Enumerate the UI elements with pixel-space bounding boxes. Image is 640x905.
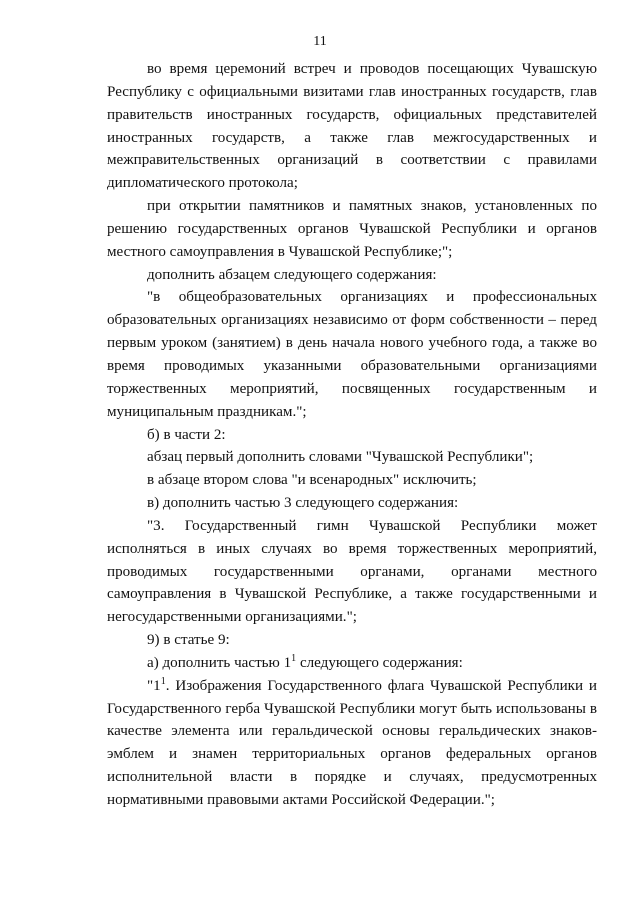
paragraph: "в общеобразовательных организациях и профессиональных образовательных организациях независимо от форм собственности – перед первым уроком (занятием) в день начала нового учебного года, а также во время проводимых указанными образовательными организациями торжественных мероприятий, посвященных государственным и муниципальным праздникам."; bbox=[107, 289, 597, 420]
paragraph: в абзаце втором слова "и всенародных" исключить; bbox=[147, 472, 477, 489]
page-number: 11 bbox=[313, 34, 327, 49]
text-segment: следующего содержания: bbox=[296, 654, 463, 671]
paragraph: дополнить абзацем следующего содержания: bbox=[147, 266, 437, 283]
paragraph: при открытии памятников и памятных знаков, установленных по решению государственных органов Чувашской Республики и органов местного самоуправления в Чувашской Республике;"; bbox=[107, 198, 597, 260]
text-segment: . Изображения Государственного флага Чувашской Республики и Государственного герба Чувашской Республики могут быть использованы в качестве элемента или геральдической основы геральдических знаков-эмблем и знамен территориальных органов федеральных органов исполнительной власти в порядке и случаях, предусмотренных нормативными правовыми актами Российской Федерации."; bbox=[107, 677, 597, 808]
text-segment: а) дополнить частью 1 bbox=[147, 654, 292, 671]
paragraph: "3. Государственный гимн Чувашской Республики может исполняться в иных случаях во время торжественных мероприятий, проводимых государственными органами, органами местного самоуправления в Чувашской Республике, а также государственными и негосударственными организациями."; bbox=[107, 517, 597, 626]
superscript: 1 bbox=[291, 652, 297, 664]
paragraph: 9) в статье 9: bbox=[147, 632, 230, 649]
paragraph bbox=[107, 675, 597, 812]
document-body bbox=[107, 58, 597, 812]
text-segment: "1 bbox=[147, 677, 161, 694]
paragraph: абзац первый дополнить словами "Чувашской Республики"; bbox=[147, 449, 534, 466]
paragraph: б) в части 2: bbox=[147, 426, 226, 443]
paragraph: в) дополнить частью 3 следующего содержания: bbox=[147, 495, 459, 512]
paragraph: во время церемоний встреч и проводов посещающих Чувашскую Республику с официальными визитами глав иностранных государств, глав правительств иностранных государств, официальных представителей иностранных государств, а также глав межгосударственных и межправительственных организаций в соответствии с правилами дипломатического протокола; bbox=[107, 61, 597, 192]
paragraph bbox=[107, 652, 597, 675]
superscript: 1 bbox=[160, 675, 166, 687]
